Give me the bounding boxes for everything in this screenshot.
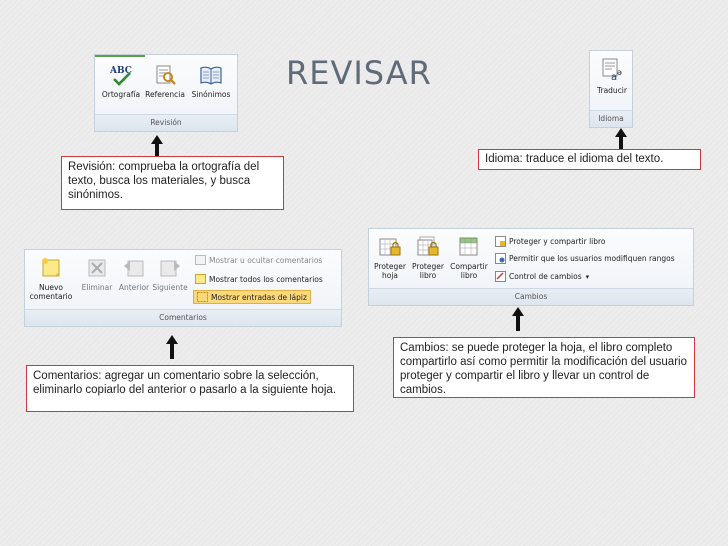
revision-group-label: Revisión: [95, 114, 237, 131]
spelling-button[interactable]: [99, 63, 143, 99]
track-changes-option[interactable]: [495, 271, 589, 282]
cambios-arrow: [511, 306, 525, 332]
protect-sheet-button[interactable]: [371, 235, 409, 280]
show-all-comments-icon: [195, 274, 206, 284]
protect-sheet-icon: [378, 235, 402, 259]
protect-sheet-label-1: Proteger: [374, 262, 406, 271]
thesaurus-button[interactable]: [187, 63, 235, 99]
revision-ribbon-group: [94, 54, 238, 132]
show-hide-comment-option[interactable]: [195, 255, 322, 265]
delete-comment-label: Eliminar: [81, 283, 113, 292]
cambios-group-label: Cambios: [369, 288, 693, 305]
share-book-icon: [457, 235, 481, 259]
protect-book-label-2: libro: [419, 271, 437, 280]
thesaurus-icon: [199, 63, 223, 87]
research-button[interactable]: [143, 63, 187, 99]
allow-edit-ranges-icon: [495, 253, 506, 264]
share-book-label-2: libro: [460, 271, 478, 280]
share-book-label-1: Compartir: [450, 262, 488, 271]
show-hide-comment-label: Mostrar u ocultar comentarios: [209, 255, 323, 265]
spelling-label: Ortografía: [101, 90, 141, 99]
track-changes-icon: [495, 271, 506, 282]
comentarios-ribbon-group: [24, 249, 342, 327]
cambios-ribbon-group: [368, 228, 694, 306]
protect-share-icon: [495, 236, 506, 247]
show-ink-option[interactable]: [193, 290, 311, 304]
protect-share-option[interactable]: [495, 236, 606, 247]
next-comment-label: Siguiente: [152, 283, 188, 292]
protect-sheet-label-2: hoja: [381, 271, 399, 280]
revision-note: Revisión: comprueba la ortografía del texto, busca los materiales, y busca sinónimos.: [61, 156, 284, 210]
protect-share-label: Proteger y compartir libro: [509, 237, 606, 246]
track-changes-label: Control de cambios: [509, 272, 582, 281]
new-comment-icon: [39, 256, 63, 280]
translate-icon: [600, 57, 624, 83]
slide-title: REVISAR: [286, 54, 432, 92]
protect-book-icon: [416, 235, 440, 259]
share-book-button[interactable]: [447, 235, 491, 280]
translate-button[interactable]: [590, 57, 634, 95]
thesaurus-label: Sinónimos: [191, 90, 231, 99]
previous-comment-icon: [122, 256, 146, 280]
next-comment-icon: [158, 256, 182, 280]
svg-text:ə: ə: [617, 68, 622, 77]
next-comment-button[interactable]: [151, 256, 189, 292]
show-all-comments-option[interactable]: [195, 274, 323, 284]
idioma-ribbon-group: [589, 50, 633, 128]
show-all-comments-label: Mostrar todos los comentarios: [209, 274, 323, 284]
svg-text:a: a: [611, 72, 618, 83]
ribbon-accent: [95, 55, 145, 57]
allow-edit-ranges-option[interactable]: [495, 253, 675, 264]
svg-text:ABC: ABC: [110, 66, 132, 76]
show-hide-comment-icon: [195, 255, 206, 265]
comentarios-arrow: [165, 334, 179, 360]
protect-book-button[interactable]: [409, 235, 447, 280]
new-comment-label-1: Nuevo: [38, 283, 63, 292]
new-comment-button[interactable]: [27, 256, 75, 301]
previous-comment-label: Anterior: [118, 283, 150, 292]
cambios-note: Cambios: se puede proteger la hoja, el libro completo compartirlo así como permitir la modificación del usuario proteger y compartir el libro y llevar un control de cambios.: [393, 337, 695, 398]
show-ink-label: Mostrar entradas de lápiz: [211, 292, 307, 302]
dropdown-arrow-icon[interactable]: ▾: [585, 272, 590, 281]
delete-comment-icon: [85, 256, 109, 280]
delete-comment-button[interactable]: [77, 256, 117, 292]
idioma-group-label: Idioma: [590, 110, 632, 127]
research-label: Referencia: [145, 90, 185, 99]
allow-edit-ranges-label: Permitir que los usuarios modifiquen rangos: [509, 254, 675, 263]
comentarios-note: Comentarios: agregar un comentario sobre la selección, eliminarlo copiarlo del anterior o pasarlo a la siguiente hoja.: [26, 365, 354, 412]
idioma-note: Idioma: traduce el idioma del texto.: [478, 149, 701, 170]
new-comment-label-2: comentario: [29, 292, 73, 301]
research-icon: [153, 63, 177, 87]
translate-label: Traducir: [597, 86, 627, 95]
comentarios-group-label: Comentarios: [25, 309, 341, 326]
protect-book-label-1: Proteger: [412, 262, 444, 271]
spelling-icon: [109, 63, 133, 87]
previous-comment-button[interactable]: [117, 256, 151, 292]
ink-icon: [197, 292, 208, 302]
